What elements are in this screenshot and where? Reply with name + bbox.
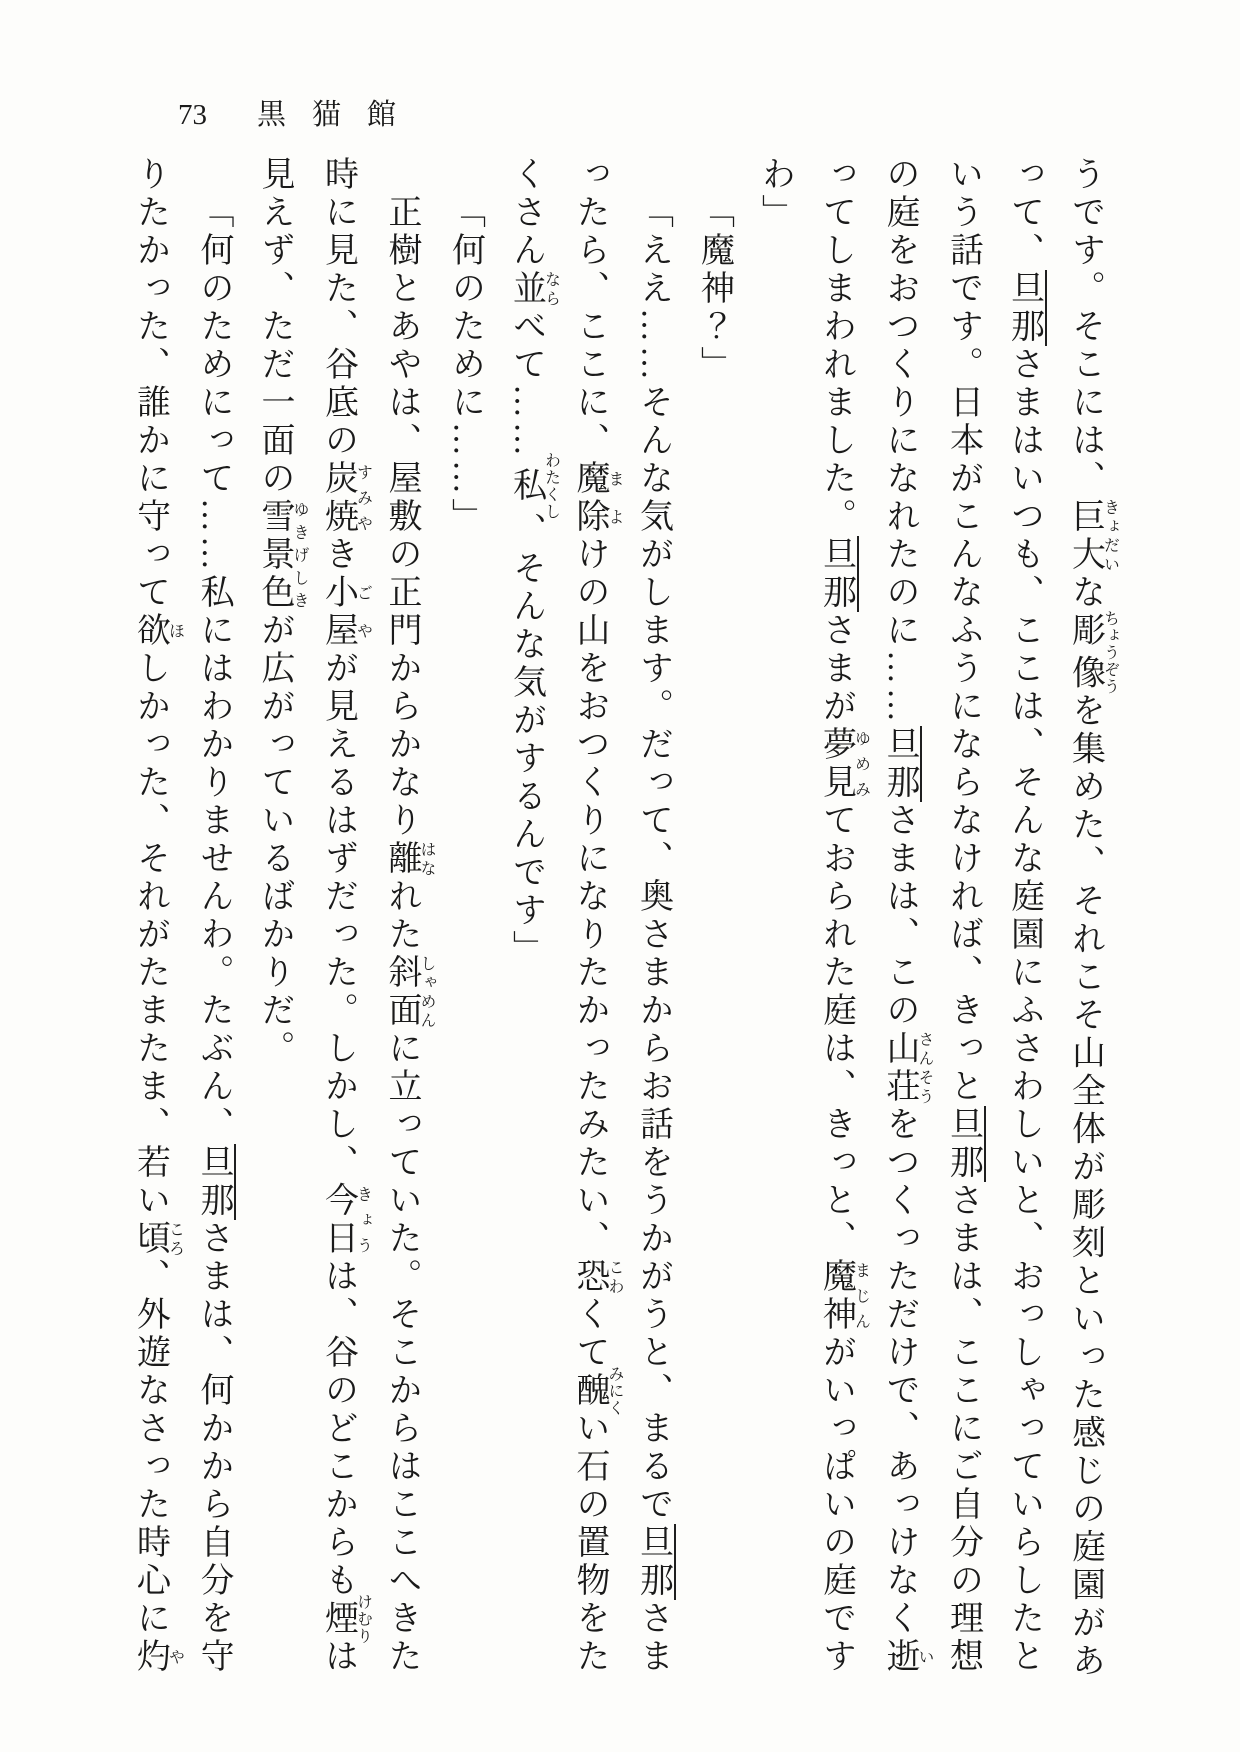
- ruby-annotated-word: 雪景色ゆきげしき: [256, 498, 308, 612]
- ruby-annotated-word: 今日きょう: [319, 1182, 372, 1258]
- ruby-annotated-word: 山荘さんそう: [881, 1030, 933, 1106]
- text-column: ったら、ここに、魔除まよけの山をおつくりになりたかったみたい、恐こわくて醜みにくい石の置物をた: [571, 156, 623, 1676]
- page-number: 73: [178, 99, 207, 131]
- text-column: 「何のためにって……私にはわかりませんわ。たぶん、旦那さまは、何かから自分を守: [183, 156, 244, 1720]
- ruby-annotated-word: 離はな: [383, 840, 435, 878]
- ruby-annotated-word: 逝い: [881, 1638, 933, 1676]
- text-column: わ」: [756, 156, 794, 232]
- side-ruled-word: 旦那: [195, 1144, 236, 1220]
- text-column: 見えず、ただ一面の雪景色ゆきげしきが広がっているばかりだ。: [256, 156, 308, 1068]
- text-column: 「何のために……」: [446, 194, 484, 536]
- ruby-annotated-word: 夢見ゆめみ: [817, 726, 870, 802]
- ruby-annotated-word: 欲ほ: [131, 612, 184, 650]
- ruby-annotated-word: 炭焼すみや: [319, 460, 372, 536]
- text-column: 正樹とあやは、屋敷の正門からかなり離はなれた斜面しゃめんに立っていた。そこからはここへきた: [383, 194, 435, 1676]
- side-ruled-word: 旦那: [945, 1106, 986, 1182]
- text-columns: [131, 156, 1119, 1720]
- text-column: くさん並ならべて……私わたくし、そんな気がするんです」: [507, 156, 560, 968]
- ruby-annotated-word: 頃ころ: [131, 1220, 184, 1258]
- side-ruled-word: 旦那: [635, 1524, 676, 1600]
- text-column: ってしまわれました。旦那さまが夢見ゆめみておられた庭は、きっと、魔神まじんがいっぱいの庭です: [817, 156, 870, 1676]
- ruby-annotated-word: 灼や: [131, 1638, 184, 1676]
- ruby-annotated-word: 恐こわ: [571, 1258, 623, 1296]
- ruby-annotated-word: 魔神まじん: [817, 1258, 870, 1334]
- side-ruled-word: 旦那: [881, 726, 922, 802]
- ruby-annotated-word: 巨大きょだい: [1066, 498, 1119, 574]
- side-ruled-word: 旦那: [1006, 270, 1047, 346]
- text-column: 「魔神？」: [695, 194, 733, 384]
- text-column: 時に見た、谷底の炭焼すみやき小屋ごやが見えるはずだった。しかし、今日きょうは、谷のどこからも煙けむりは: [319, 156, 372, 1676]
- side-ruled-word: 旦那: [818, 536, 859, 612]
- text-column: の庭をおつくりになれたのに……旦那さまは、この山荘さんそうをつくっただけで、あっけなく逝い: [881, 156, 933, 1676]
- ruby-annotated-word: 斜面しゃめん: [383, 954, 435, 1030]
- text-column: うです。そこには、巨大きょだいな彫像ちょうぞうを集めた、それこそ山全体が彫刻といった感じの庭園があ: [1066, 156, 1119, 1681]
- ruby-annotated-word: 彫像ちょうぞう: [1066, 609, 1119, 695]
- ruby-annotated-word: 私わたくし: [507, 452, 560, 520]
- text-column: 「ええ……そんな気がします。だって、奥さまからお話をうかがうと、まるで旦那さま: [623, 156, 684, 1720]
- ruby-annotated-word: 醜みにく: [571, 1365, 623, 1417]
- ruby-annotated-word: 並なら: [507, 270, 560, 308]
- ruby-annotated-word: 魔除まよ: [571, 460, 623, 536]
- text-column: って、旦那さまはいつも、ここは、そんな庭園にふさわしいと、おっしゃっていらしたと: [994, 156, 1055, 1720]
- text-column: りたかった、誰かに守って欲ほしかった、それがたまたま、若い頃ころ、外遊なさった時心に灼や: [131, 156, 184, 1676]
- ruby-annotated-word: 煙けむり: [319, 1593, 372, 1645]
- ruby-annotated-word: 小屋ごや: [319, 574, 372, 650]
- text-column: いう話です。日本がこんなふうにならなければ、きっと旦那さまは、ここにご自分の理想: [933, 156, 994, 1720]
- running-head: [178, 92, 422, 133]
- book-title: 黒猫館: [257, 99, 423, 131]
